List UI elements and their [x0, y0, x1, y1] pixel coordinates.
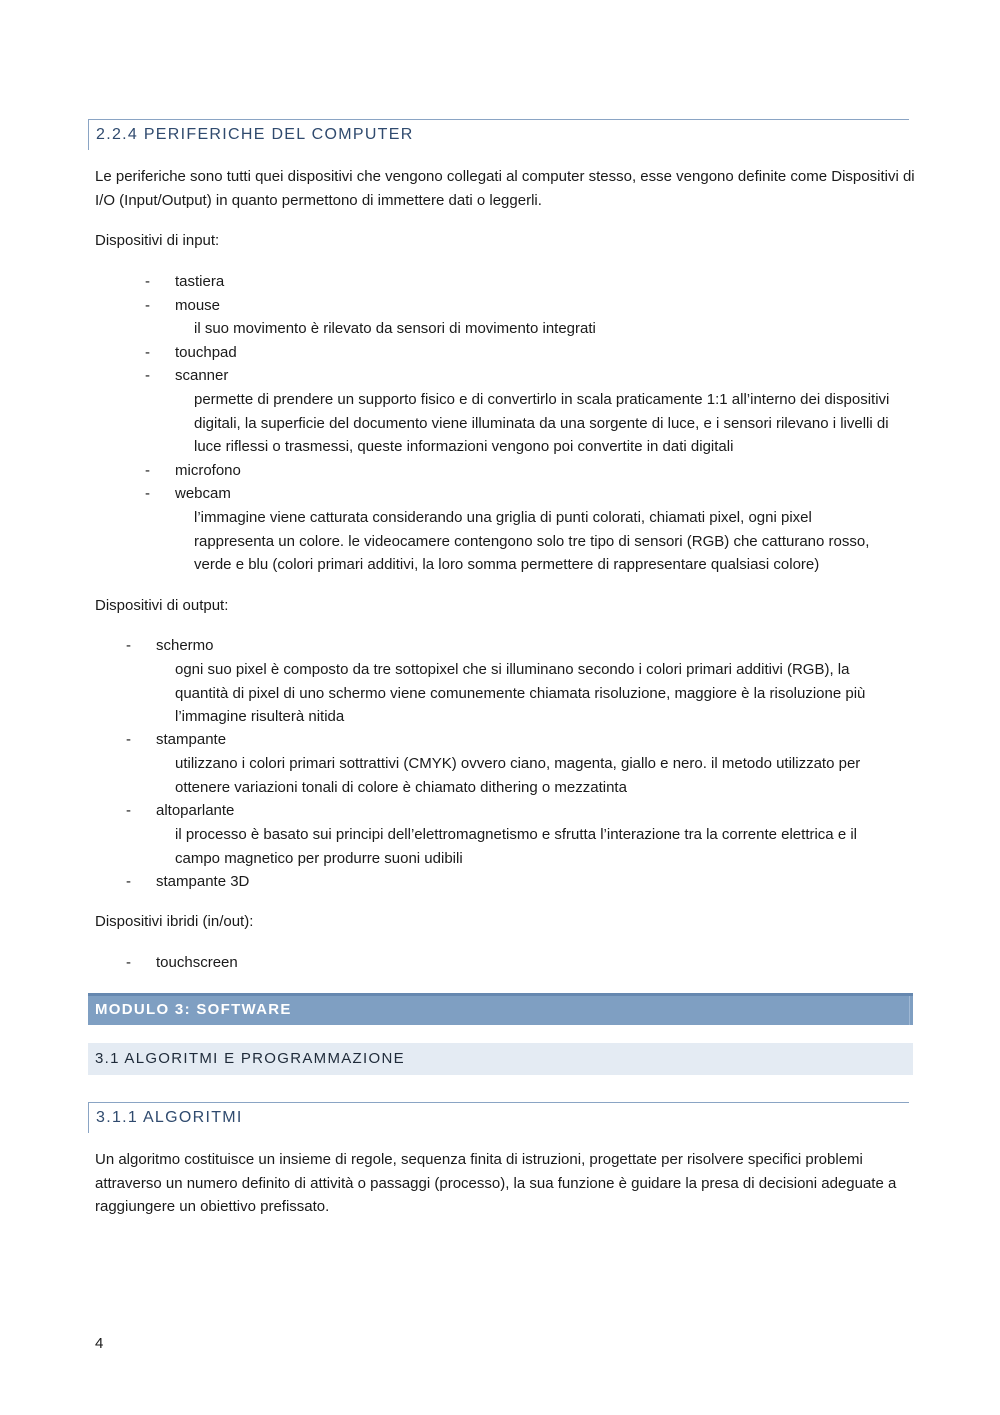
bullet: -	[126, 731, 131, 748]
bullet: -	[126, 954, 131, 971]
section-title: 3.1 ALGORITMI E PROGRAMMAZIONE	[95, 1050, 405, 1067]
list-item-microfono: microfono	[175, 462, 241, 479]
section-heading-2-2-4	[88, 119, 909, 150]
list-item-mouse: mouse	[175, 297, 221, 314]
list-item-webcam: webcam	[175, 485, 231, 502]
list-item-touchpad: touchpad	[175, 344, 237, 361]
hybrid-heading: Dispositivi ibridi (in/out):	[95, 913, 254, 930]
item-note-scanner: permette di prendere un supporto fisico e di convertirlo in scala praticamente 1:1 all’interno dei dispositivi digitali, la superficie del documento viene illuminata da una sorgente di luce, e i sensori rilevano i livelli di luce riflessi o trasmessi, queste informazioni vengono poi convertite in dati digitali	[194, 391, 890, 456]
bullet: -	[145, 344, 150, 361]
page-number: 4	[95, 1335, 104, 1352]
list-item-altoparlante: altoparlante	[156, 802, 235, 819]
list-item-schermo: schermo	[156, 637, 214, 654]
output-heading: Dispositivi di output:	[95, 597, 229, 614]
list-item-tastiera: tastiera	[175, 273, 225, 290]
algorithm-paragraph: Un algoritmo costituisce un insieme di regole, sequenza finita di istruzioni, progettate per risolvere specifici problemi attraverso un numero definito di attività o passaggi (processo), la sua funzione è guidare la presa di decisioni adeguate a raggiungere un obiettivo prefissato.	[95, 1151, 897, 1216]
section-heading-3-1-1	[88, 1102, 909, 1133]
item-note-schermo: ogni suo pixel è composto da tre sottopixel che si illuminano secondo i colori primari additivi (RGB), la quantità di pixel di uno schermo viene comunemente chiamata risoluzione, maggiore è la risoluzione più l’immagine risulterà nitida	[175, 661, 866, 726]
bullet: -	[145, 297, 150, 314]
list-item-stampante-3d: stampante 3D	[156, 873, 250, 890]
bullet: -	[145, 367, 150, 384]
list-item-touchscreen: touchscreen	[156, 954, 238, 971]
section-heading-3-1	[88, 1043, 913, 1075]
list-item-scanner: scanner	[175, 367, 229, 384]
module-title: MODULO 3: SOFTWARE	[95, 1001, 292, 1018]
list-item-stampante: stampante	[156, 731, 227, 748]
bullet: -	[145, 462, 150, 479]
bullet: -	[126, 637, 131, 654]
section-title: 3.1.1 ALGORITMI	[96, 1109, 243, 1126]
item-note-mouse: il suo movimento è rilevato da sensori di movimento integrati	[194, 320, 596, 337]
bullet: -	[126, 873, 131, 890]
item-note-altoparlante: il processo è basato sui principi dell’elettromagnetismo e sfrutta l’interazione tra la corrente elettrica e il campo magnetico per produrre suoni udibili	[175, 826, 857, 867]
band-edge	[909, 996, 910, 1025]
item-note-stampante: utilizzano i colori primari sottrattivi (CMYK) ovvero ciano, magenta, giallo e nero. il metodo utilizzato per ottenere variazioni tonali di colore è chiamato dithering o mezzatinta	[175, 755, 861, 796]
bullet: -	[145, 273, 150, 290]
input-heading: Dispositivi di input:	[95, 232, 220, 249]
section-title: 2.2.4 PERIFERICHE DEL COMPUTER	[96, 126, 414, 143]
bullet: -	[145, 485, 150, 502]
intro-paragraph: Le periferiche sono tutti quei dispositivi che vengono collegati al computer stesso, esse vengono definite come Dispositivi di I/O (Input/Output) in quanto permettono di immettere dati o leggerli.	[95, 168, 915, 209]
module-heading	[88, 993, 913, 1025]
bullet: -	[126, 802, 131, 819]
item-note-webcam: l’immagine viene catturata considerando una griglia di punti colorati, chiamati pixel, ogni pixel rappresenta un colore. le videocamere contengono solo tre tipo di sensori (RGB) che catturano rosso, verde e blu (colori primari additivi, la loro somma permettere di rappresentare qualsiasi colore)	[194, 509, 870, 574]
